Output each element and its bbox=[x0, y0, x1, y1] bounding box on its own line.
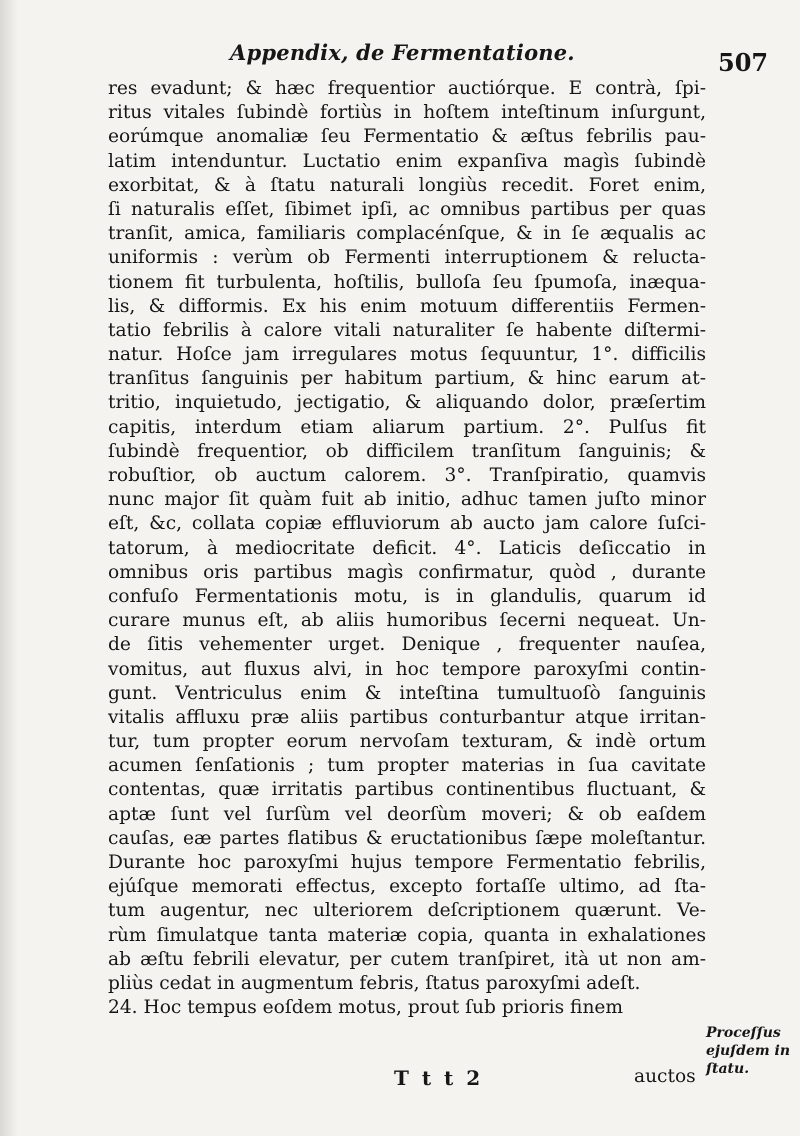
running-head: Appendix, de Fermentatione. bbox=[230, 40, 575, 65]
text-line: capitis, interdum etiam aliarum partium. 2°. Pulſus fit bbox=[108, 416, 706, 438]
text-line: vomitus, aut fluxus alvi, in hoc tempore paroxyſmi contin- bbox=[108, 658, 706, 680]
text-line: natur. Hoſce jam irregulares motus ſequuntur, 1°. difficilis bbox=[108, 344, 706, 366]
text-line: tritio, inquietudo, jectigatio, & aliquando dolor, præſertim bbox=[108, 392, 706, 414]
text-line: curare munus eſt, ab aliis humoribus ſecerni nequeat. Un- bbox=[108, 610, 706, 632]
text-line: gunt. Ventriculus enim & inteſtina tumultuoſò ſanguinis bbox=[108, 682, 706, 704]
text-line: tranſit, amica, familiaris complacénſque, & in ſe æqualis ac bbox=[108, 223, 706, 245]
text-line: vitalis affluxu præ aliis partibus conturbantur atque irritan- bbox=[108, 706, 706, 728]
text-line: uniformis : verùm ob Fermenti interruptionem & relucta- bbox=[108, 247, 706, 269]
body-text bbox=[108, 77, 706, 1020]
margin-note-line: Proceſſus bbox=[706, 1025, 781, 1041]
margin-note-line: ſtatu. bbox=[706, 1061, 750, 1077]
page-number: 507 bbox=[718, 48, 769, 77]
text-line: nunc major ſit quàm fuit ab initio, adhuc tamen juſto minor bbox=[108, 489, 706, 511]
text-line: ejúſque memorati effectus, excepto fortaſſe ultimo, ad ſta- bbox=[108, 876, 706, 898]
text-line: eſt, &c, collata copiæ effluviorum ab aucto jam calore ſuſci- bbox=[108, 513, 706, 535]
text-line: ritus vitales ſubindè fortiùs in hoſtem inteſtinum inſurgunt, bbox=[108, 102, 706, 124]
text-line: tionem fit turbulenta, hoſtilis, bulloſa ſeu ſpumoſa, inæqua- bbox=[108, 271, 706, 293]
text-line: exorbitat, & à ſtatu naturali longiùs recedit. Foret enim, bbox=[108, 174, 706, 196]
text-line: lis, & difformis. Ex his enim motuum differentiis Fermen- bbox=[108, 295, 706, 317]
signature-mark: T t t 2 bbox=[394, 1066, 484, 1090]
text-line: tranſitus ſanguinis per habitum partium, & hinc earum at- bbox=[108, 368, 706, 390]
text-line: contentas, quæ irritatis partibus continentibus fluctuant, & bbox=[108, 779, 706, 801]
page-gutter-shadow bbox=[0, 0, 18, 1136]
margin-note bbox=[706, 1024, 796, 1078]
text-line: acumen ſenſationis ; tum propter materias in ſua cavitate bbox=[108, 755, 706, 777]
text-line: rùm ſimulatque tanta materiæ copia, quanta in exhalationes bbox=[108, 924, 706, 946]
text-line: ſi naturalis eſſet, ſibimet ipſi, ac omnibus partibus per quas bbox=[108, 198, 706, 220]
text-line: 24. Hoc tempus eoſdem motus, prout ſub prioris finem bbox=[108, 997, 624, 1019]
text-line: ſubindè frequentior, ob difficilem tranſitum ſanguinis; & bbox=[108, 440, 706, 462]
text-line: aptæ ſunt vel ſurſùm vel deorſùm moveri; & ob eaſdem bbox=[108, 803, 706, 825]
text-line: tur, tum propter eorum nervoſam texturam, & indè ortum bbox=[108, 731, 706, 753]
catchword: auctos bbox=[634, 1066, 696, 1087]
text-line: tum augentur, nec ulteriorem deſcriptionem quærunt. Ve- bbox=[108, 900, 706, 922]
text-line: omnibus oris partibus magìs confirmatur, quòd , durante bbox=[108, 561, 706, 583]
text-line: robuſtior, ob auctum calorem. 3°. Tranſpiratio, quamvis bbox=[108, 465, 706, 486]
text-line: eorúmque anomaliæ ſeu Fermentatio & æſtus febrilis pau- bbox=[108, 126, 706, 148]
margin-note-line: ejuſdem in bbox=[706, 1043, 791, 1059]
text-line: Durante hoc paroxyſmi hujus tempore Fermentatio febrilis, bbox=[108, 852, 706, 873]
text-line: confuſo Fermentationis motu, is in glandulis, quarum id bbox=[108, 585, 706, 607]
text-line: cauſas, eæ partes flatibus & eructationibus ſæpe moleſtantur. bbox=[108, 827, 706, 849]
text-line: pliùs cedat in augmentum febris, ſtatus paroxyſmi adeſt. bbox=[108, 972, 641, 994]
text-line: de ſitis vehementer urget. Denique , frequenter nauſea, bbox=[108, 634, 706, 656]
text-line: tatorum, à mediocritate deficit. 4°. Laticis deſiccatio in bbox=[108, 537, 706, 559]
text-line: tatio febrilis à calore vitali naturaliter ſe habente diſtermi- bbox=[108, 319, 706, 341]
text-line: res evadunt; & hæc frequentior auctiórque. E contrà, ſpi- bbox=[108, 78, 706, 99]
text-line: ab æſtu febrili elevatur, per cutem tranſpiret, ità ut non am- bbox=[108, 948, 706, 970]
text-line: latim intenduntur. Luctatio enim expanſiva magìs ſubindè bbox=[108, 150, 706, 172]
